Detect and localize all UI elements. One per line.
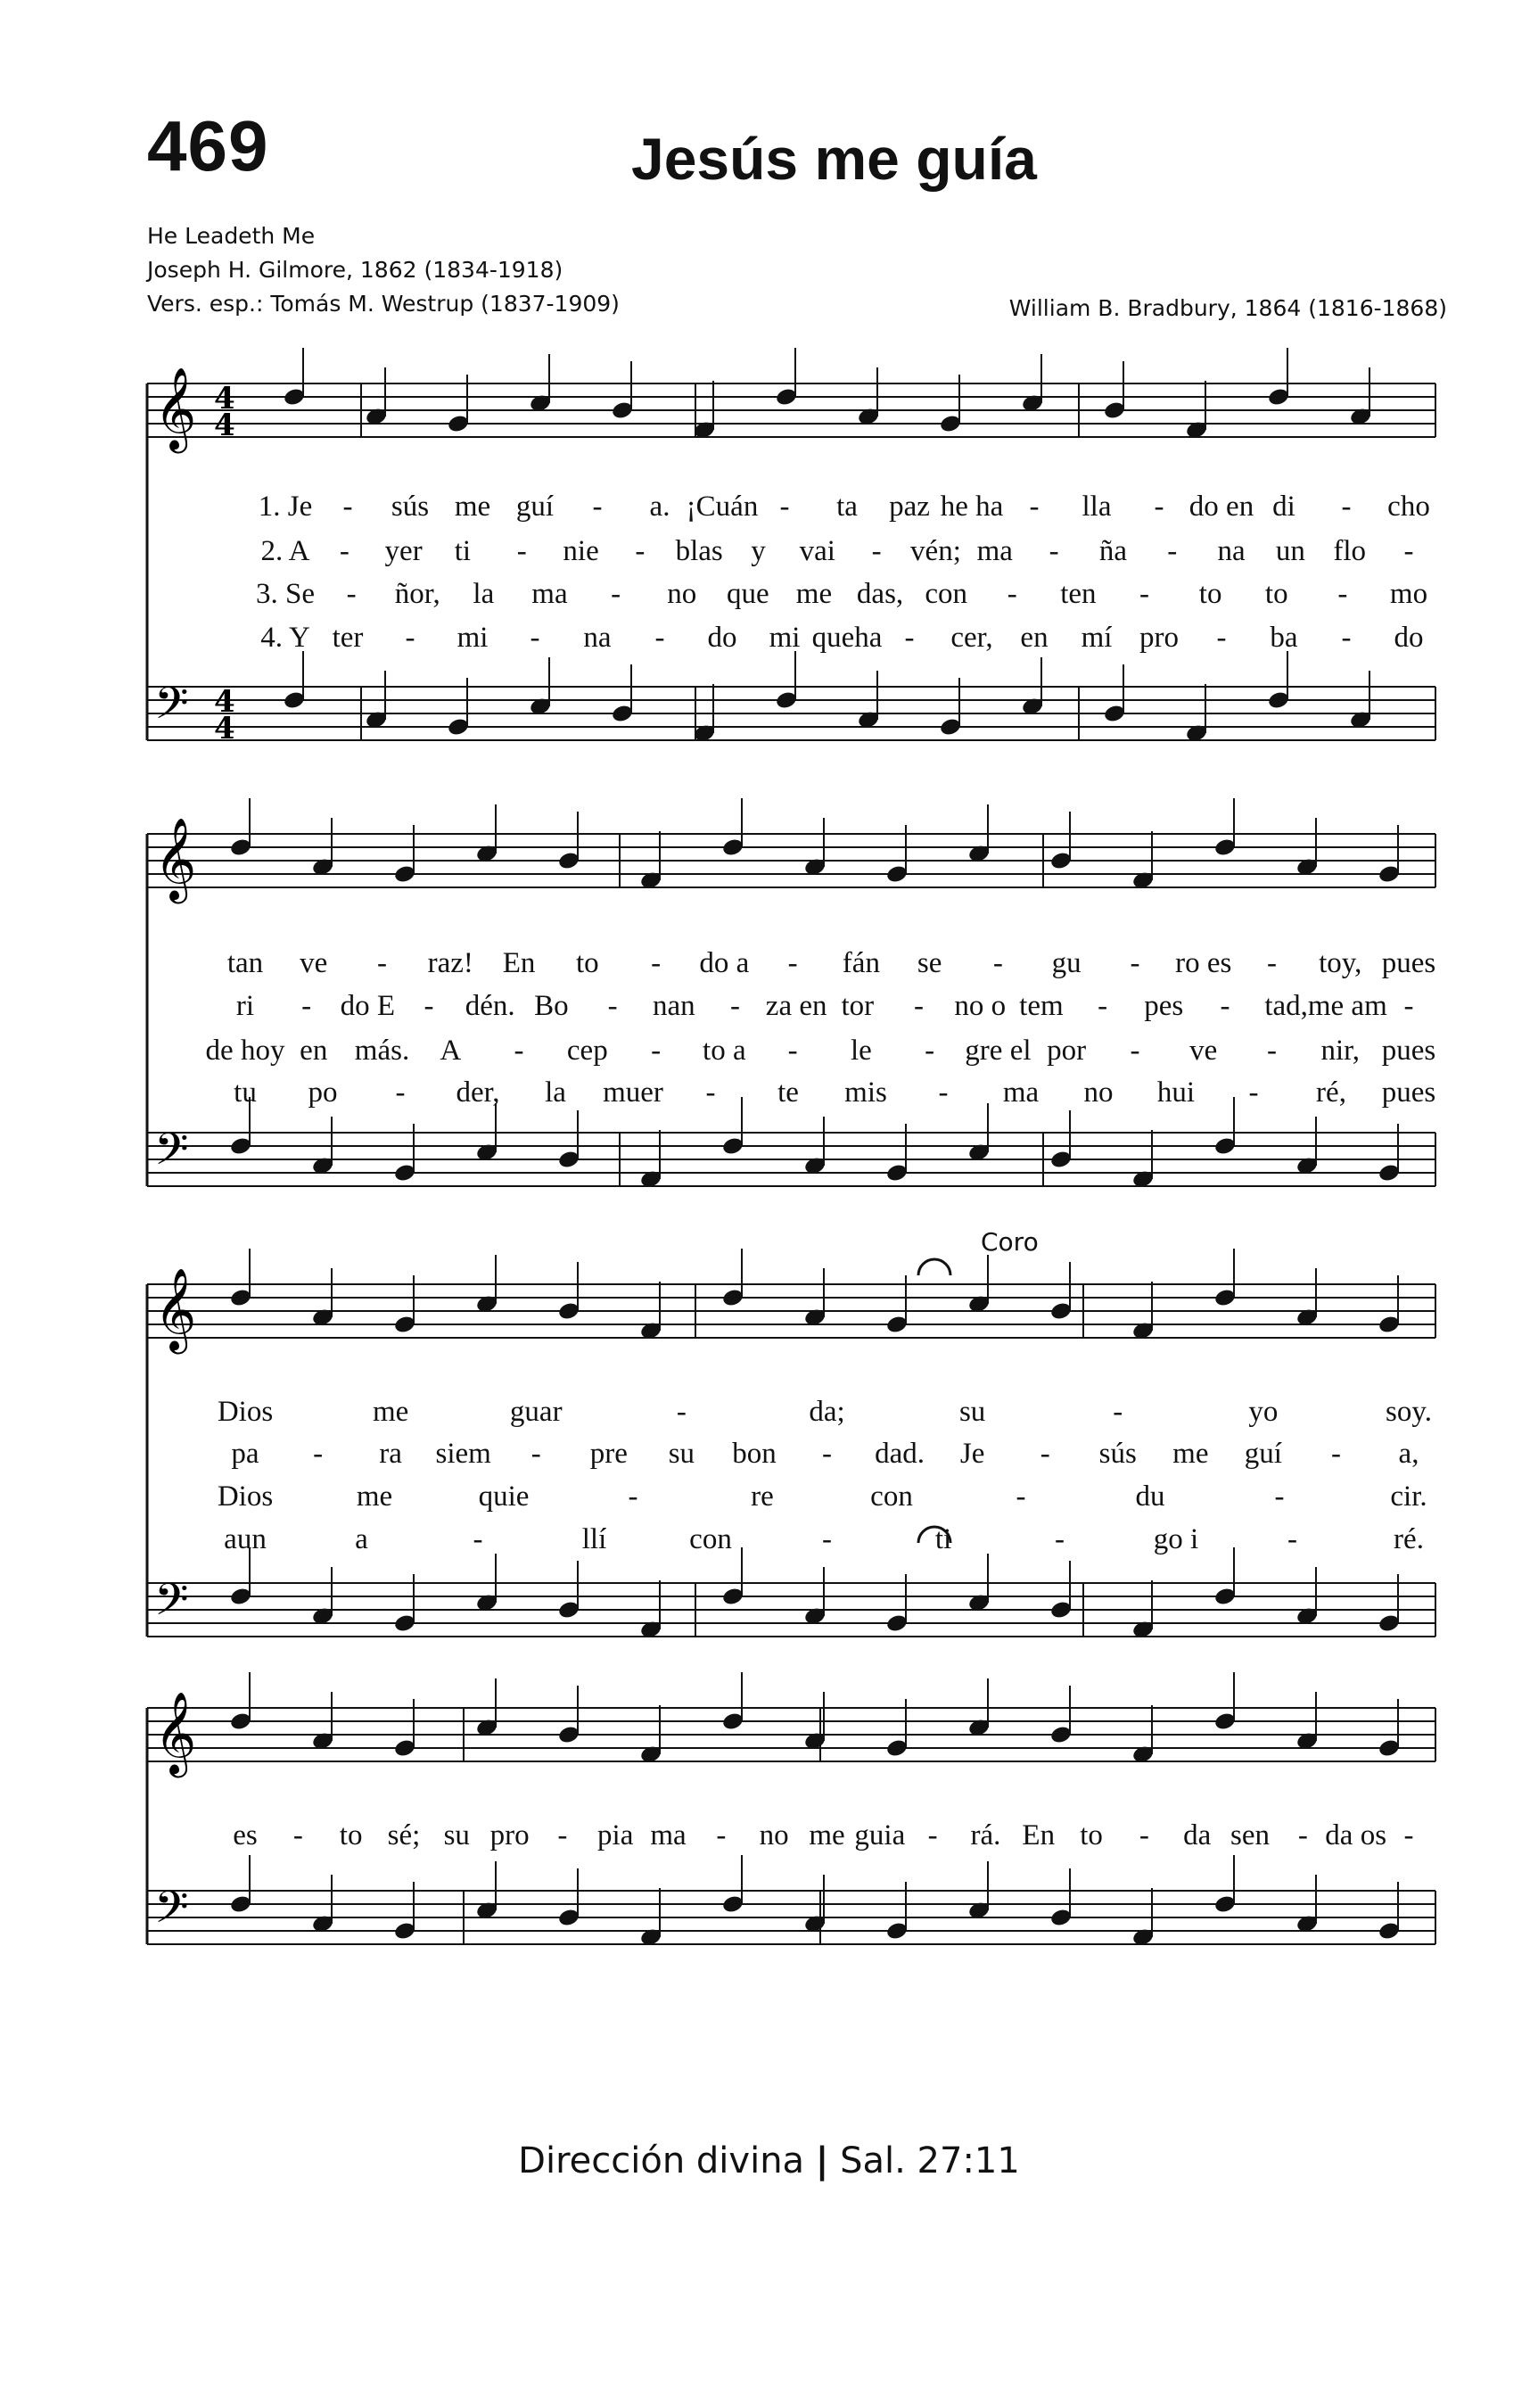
lyric-syllable: que	[726, 578, 769, 610]
lyric-syllable: hui	[1156, 1076, 1196, 1109]
lyric-syllable: gu	[1051, 947, 1082, 979]
lyric-syllable: flo	[1333, 535, 1367, 567]
lyric-syllable: -	[1098, 990, 1108, 1022]
lyric-syllable: -	[292, 1819, 303, 1851]
composer-credit: William B. Bradbury, 1864 (1816-1868)	[1008, 295, 1447, 321]
lyric-line	[0, 1819, 1538, 1855]
lyric-syllable: -	[651, 947, 662, 979]
treble-clef-icon: 𝄞	[154, 1267, 197, 1350]
lyric-syllable: guí	[515, 491, 555, 523]
lyric-syllable: -	[1130, 947, 1140, 979]
lyric-syllable: no o	[954, 990, 1007, 1022]
lyric-syllable: Bo	[534, 990, 569, 1022]
lyric-syllable: po	[308, 1076, 338, 1109]
lyric-syllable: -	[1040, 1438, 1050, 1470]
lyric-syllable: ve	[1189, 1035, 1218, 1067]
lyric-syllable: de hoy	[205, 1035, 285, 1067]
lyric-syllable: -	[654, 622, 665, 654]
lyric-syllable: le	[850, 1035, 872, 1067]
lyric-syllable: za en	[765, 990, 827, 1022]
lyric-syllable: -	[716, 1819, 727, 1851]
lyric-syllable: ten	[1060, 578, 1097, 610]
lyric-syllable: tor	[841, 990, 875, 1022]
lyric-syllable: -	[1341, 491, 1352, 523]
lyric-syllable: dén.	[465, 990, 515, 1022]
lyric-syllable: re	[751, 1480, 774, 1513]
lyric-syllable: -	[1029, 491, 1040, 523]
lyric-syllable: ña	[1098, 535, 1127, 567]
lyric-syllable: llí	[581, 1523, 607, 1555]
lyric-syllable: -	[822, 1523, 832, 1555]
footer-separator: |	[815, 2140, 829, 2181]
lyric-syllable: A	[440, 1035, 462, 1067]
lyric-syllable: su	[958, 1396, 986, 1428]
lyric-syllable: guí	[1244, 1438, 1282, 1470]
lyric-syllable: ré.	[1394, 1523, 1424, 1555]
lyric-syllable: pes	[1144, 990, 1184, 1022]
lyric-syllable: 1. Je	[258, 491, 313, 523]
lyric-line	[0, 1480, 1538, 1516]
lyric-syllable: -	[1297, 1819, 1308, 1851]
lyric-syllable: -	[473, 1523, 483, 1555]
lyric-syllable: do E	[340, 990, 396, 1022]
lyric-line	[0, 535, 1538, 571]
lyric-syllable: -	[1266, 1035, 1277, 1067]
bass-clef-icon: 𝄢	[154, 1574, 189, 1637]
lyric-syllable: -	[871, 535, 882, 567]
lyric-syllable: -	[1139, 578, 1150, 610]
lyric-line	[0, 1396, 1538, 1431]
lyric-syllable: mi	[456, 622, 489, 654]
lyric-syllable: -	[557, 1819, 568, 1851]
lyric-syllable: la	[473, 578, 495, 610]
lyric-syllable: -	[787, 947, 798, 979]
lyric-syllable: -	[516, 535, 527, 567]
lyric-syllable: pre	[589, 1438, 628, 1470]
lyric-syllable: soy.	[1386, 1396, 1432, 1428]
lyric-syllable: ter	[332, 622, 364, 654]
lyric-syllable: -	[822, 1438, 832, 1470]
lyric-syllable: bon	[732, 1438, 777, 1470]
treble-clef-icon: 𝄞	[154, 1691, 197, 1774]
lyric-syllable: do a	[699, 947, 750, 979]
lyric-syllable: -	[1216, 622, 1227, 654]
lyric-syllable: tan	[226, 947, 264, 979]
lyric-syllable: más.	[354, 1035, 410, 1067]
lyric-syllable: pa	[231, 1438, 259, 1470]
lyric-syllable: do en	[1188, 491, 1254, 523]
lyric-syllable: guia	[854, 1819, 906, 1851]
lyric-syllable: ta	[836, 491, 858, 523]
lyric-syllable: 2. A	[260, 535, 310, 567]
lyric-syllable: -	[592, 491, 603, 523]
lyric-syllable: -	[651, 1035, 662, 1067]
lyric-syllable: nir,	[1320, 1035, 1361, 1067]
lyric-syllable: Je	[959, 1438, 985, 1470]
lyric-syllable: -	[779, 491, 790, 523]
lyric-syllable: -	[1266, 947, 1277, 979]
footer-scripture: Sal. 27:11	[840, 2140, 1020, 2181]
lyric-syllable: to	[1264, 578, 1288, 610]
lyric-syllable: -	[1287, 1523, 1297, 1555]
lyric-syllable: siem	[435, 1438, 491, 1470]
lyric-syllable: -	[1403, 990, 1414, 1022]
hymn-title: Jesús me guía	[631, 126, 1037, 192]
lyric-syllable: -	[1341, 622, 1352, 654]
lyric-syllable: paz	[889, 491, 930, 523]
lyric-syllable: se	[917, 947, 942, 979]
lyric-line	[0, 491, 1538, 526]
lyric-syllable: -	[530, 1438, 541, 1470]
lyric-syllable: na	[1217, 535, 1246, 567]
lyric-syllable: Dios	[217, 1480, 274, 1513]
lyric-syllable: ti	[934, 1523, 952, 1555]
lyric-syllable: toy,	[1319, 947, 1362, 979]
lyric-syllable: tem	[1019, 990, 1064, 1022]
lyric-syllable: to	[1198, 578, 1222, 610]
lyric-syllable: cho	[1387, 491, 1430, 523]
lyric-syllable: -	[1403, 535, 1414, 567]
lyric-syllable: ri	[235, 990, 255, 1022]
lyric-syllable: cep	[566, 1035, 608, 1067]
lyric-syllable: aun	[224, 1523, 267, 1555]
lyric-syllable: blas	[675, 535, 723, 567]
lyric-syllable: -	[1248, 1076, 1259, 1109]
lyric-syllable: -	[1007, 578, 1017, 610]
lyric-syllable: ma	[1002, 1076, 1040, 1109]
lyric-syllable: a,	[1398, 1438, 1419, 1470]
lyric-syllable: mí	[1081, 622, 1113, 654]
lyric-syllable: ñor,	[394, 578, 440, 610]
lyric-syllable: nan	[652, 990, 695, 1022]
footer	[0, 2140, 1538, 2181]
lyric-syllable: vai	[799, 535, 835, 567]
lyric-syllable: yer	[384, 535, 423, 567]
lyric-syllable: me	[795, 578, 833, 610]
lyric-syllable: y	[751, 535, 766, 567]
chorus-label: Coro	[981, 1227, 1039, 1257]
time-signature-numerator: 4	[214, 684, 235, 720]
lyric-syllable: raz!	[427, 947, 473, 979]
lyric-syllable: su	[668, 1438, 695, 1470]
lyric-syllable: fán	[842, 947, 880, 979]
lyric-syllable: da	[1183, 1819, 1212, 1851]
lyric-syllable: no	[667, 578, 697, 610]
lyric-syllable: vén;	[910, 535, 961, 567]
lyric-syllable: -	[1055, 1523, 1065, 1555]
lyric-syllable: me am	[1307, 990, 1387, 1022]
translator: Vers. esp.: Tomás M. Westrup (1837-1909)	[147, 291, 620, 317]
lyric-syllable: to	[575, 947, 599, 979]
lyric-syllable: he ha	[940, 491, 1004, 523]
lyric-syllable: -	[729, 990, 740, 1022]
lyric-syllable: na	[583, 622, 612, 654]
lyric-syllable: ma	[976, 535, 1013, 567]
lyric-syllable: me	[454, 491, 491, 523]
lyric-line	[0, 1523, 1538, 1559]
lyric-syllable: sús	[391, 491, 430, 523]
lyric-syllable: -	[635, 535, 646, 567]
lyric-syllable: -	[607, 990, 618, 1022]
lyric-syllable: to a	[703, 1035, 746, 1067]
lyric-syllable: quie	[478, 1480, 530, 1513]
lyric-syllable: -	[787, 1035, 798, 1067]
lyric-syllable: te	[777, 1076, 799, 1109]
lyric-syllable: -	[339, 535, 350, 567]
lyric-syllable: la	[545, 1076, 566, 1109]
lyric-syllable: -	[395, 1076, 406, 1109]
lyric-syllable: cir.	[1390, 1480, 1427, 1513]
lyric-syllable: -	[514, 1035, 524, 1067]
lyric-syllable: ba	[1270, 622, 1298, 654]
lyric-syllable: du	[1135, 1480, 1165, 1513]
lyric-syllable: ra	[379, 1438, 402, 1470]
lyric-syllable: ve	[300, 947, 328, 979]
lyric-syllable: pues	[1381, 947, 1436, 979]
lyric-syllable: cer,	[950, 622, 993, 654]
lyric-syllable: Dios	[217, 1396, 274, 1428]
lyric-syllable: sen	[1230, 1819, 1271, 1851]
lyric-syllable: guar	[509, 1396, 563, 1428]
treble-clef-icon: 𝄞	[154, 367, 197, 449]
lyric-syllable: En	[502, 947, 536, 979]
lyric-syllable: queha	[811, 622, 883, 654]
lyric-syllable: -	[1403, 1819, 1414, 1851]
lyric-syllable: -	[1220, 990, 1230, 1022]
lyric-line	[0, 1438, 1538, 1473]
lyric-syllable: a.	[649, 491, 670, 523]
lyric-syllable: pues	[1381, 1035, 1436, 1067]
lyric-syllable: yo	[1248, 1396, 1279, 1428]
lyric-syllable: do	[707, 622, 737, 654]
lyric-syllable: sé;	[387, 1819, 421, 1851]
lyric-syllable: rá.	[970, 1819, 1001, 1851]
lyric-syllable: no	[1083, 1076, 1114, 1109]
lyric-syllable: pro	[1139, 622, 1179, 654]
lyric-syllable: con	[870, 1480, 913, 1513]
lyric-syllable: -	[313, 1438, 324, 1470]
hymn-number: 469	[147, 106, 269, 186]
bass-clef-icon: 𝄢	[154, 1882, 189, 1944]
lyric-syllable: -	[405, 622, 415, 654]
lyric-syllable: me	[372, 1396, 409, 1428]
lyric-syllable: me	[356, 1480, 393, 1513]
lyric-syllable: gre el	[965, 1035, 1032, 1067]
lyric-syllable: lla	[1082, 491, 1112, 523]
lyric-syllable: tu	[234, 1076, 257, 1109]
lyric-syllable: das,	[856, 578, 904, 610]
lyric-syllable: -	[904, 622, 915, 654]
lyric-syllable: -	[346, 578, 357, 610]
lyric-syllable: da;	[809, 1396, 845, 1428]
lyric-syllable: En	[1022, 1819, 1056, 1851]
lyric-syllable: ré,	[1316, 1076, 1346, 1109]
lyric-syllable: pues	[1381, 1076, 1436, 1109]
treble-clef-icon: 𝄞	[154, 817, 197, 900]
lyric-syllable: -	[1337, 578, 1348, 610]
lyric-syllable: -	[705, 1076, 716, 1109]
lyric-syllable: -	[1130, 1035, 1140, 1067]
lyric-syllable: -	[424, 990, 434, 1022]
lyric-syllable: -	[1167, 535, 1178, 567]
lyric-syllable: con	[689, 1523, 732, 1555]
lyric-syllable: -	[628, 1480, 638, 1513]
lyric-syllable: ro es	[1175, 947, 1232, 979]
text-author: Joseph H. Gilmore, 1862 (1834-1918)	[147, 257, 563, 283]
lyric-syllable: -	[1016, 1480, 1026, 1513]
lyric-syllable: -	[992, 947, 1003, 979]
lyric-line	[0, 990, 1538, 1026]
footer-topic: Dirección divina	[518, 2140, 805, 2181]
lyric-syllable: no	[759, 1819, 789, 1851]
lyric-syllable: -	[927, 1819, 938, 1851]
lyric-syllable: nie	[563, 535, 599, 567]
lyric-syllable: -	[342, 491, 353, 523]
lyric-syllable: sús	[1098, 1438, 1137, 1470]
lyric-syllable: -	[1049, 535, 1059, 567]
lyric-line	[0, 578, 1538, 614]
lyric-syllable: ma	[531, 578, 568, 610]
bass-clef-icon: 𝄢	[154, 678, 189, 740]
lyric-syllable: -	[1139, 1819, 1149, 1851]
lyric-syllable: ti	[454, 535, 472, 567]
lyric-syllable: -	[1154, 491, 1164, 523]
lyric-syllable: en	[300, 1035, 328, 1067]
lyric-syllable: 3. Se	[256, 578, 315, 610]
lyric-syllable: a	[355, 1523, 368, 1555]
time-signature-denominator: 4	[214, 711, 235, 746]
lyric-syllable: me	[1172, 1438, 1209, 1470]
lyric-syllable: di	[1272, 491, 1295, 523]
lyric-syllable: go i	[1153, 1523, 1199, 1555]
lyric-syllable: -	[530, 622, 540, 654]
lyric-syllable: to	[339, 1819, 363, 1851]
original-title: He Leadeth Me	[147, 223, 316, 249]
lyric-line	[0, 1076, 1538, 1112]
lyric-syllable: -	[377, 947, 388, 979]
time-signature-numerator: 4	[214, 381, 235, 416]
lyric-syllable: to	[1080, 1819, 1103, 1851]
lyric-syllable: mo	[1389, 578, 1428, 610]
lyric-syllable: der,	[456, 1076, 500, 1109]
lyric-syllable: -	[925, 1035, 935, 1067]
lyric-syllable: -	[1274, 1480, 1285, 1513]
lyric-syllable: dad.	[875, 1438, 925, 1470]
lyric-syllable: -	[938, 1076, 949, 1109]
time-signature-denominator: 4	[214, 408, 235, 443]
lyric-syllable: -	[301, 990, 312, 1022]
lyric-syllable: con	[925, 578, 967, 610]
lyric-syllable: su	[443, 1819, 470, 1851]
lyric-syllable: un	[1275, 535, 1305, 567]
lyric-syllable: muer	[603, 1076, 663, 1109]
lyric-line	[0, 1035, 1538, 1070]
lyric-syllable: pia	[597, 1819, 634, 1851]
lyric-syllable: -	[1330, 1438, 1341, 1470]
lyric-syllable: tad,	[1264, 990, 1308, 1022]
lyric-syllable: mi	[769, 622, 801, 654]
lyric-syllable: en	[1020, 622, 1049, 654]
lyric-syllable: -	[611, 578, 621, 610]
lyric-line	[0, 947, 1538, 983]
lyric-syllable: mis	[844, 1076, 887, 1109]
lyric-syllable: ¡Cuán	[686, 491, 759, 523]
lyric-line	[0, 622, 1538, 657]
lyric-syllable: ma	[650, 1819, 687, 1851]
lyric-syllable: -	[676, 1396, 687, 1428]
lyric-syllable: es	[233, 1819, 258, 1851]
lyric-syllable: do	[1394, 622, 1424, 654]
lyric-syllable: por	[1047, 1035, 1087, 1067]
lyric-syllable: -	[1113, 1396, 1123, 1428]
lyric-syllable: da os	[1325, 1819, 1387, 1851]
lyric-syllable: pro	[489, 1819, 530, 1851]
lyric-syllable: -	[914, 990, 925, 1022]
lyric-syllable: me	[809, 1819, 845, 1851]
lyric-syllable: 4. Y	[260, 622, 310, 654]
bass-clef-icon: 𝄢	[154, 1124, 189, 1186]
